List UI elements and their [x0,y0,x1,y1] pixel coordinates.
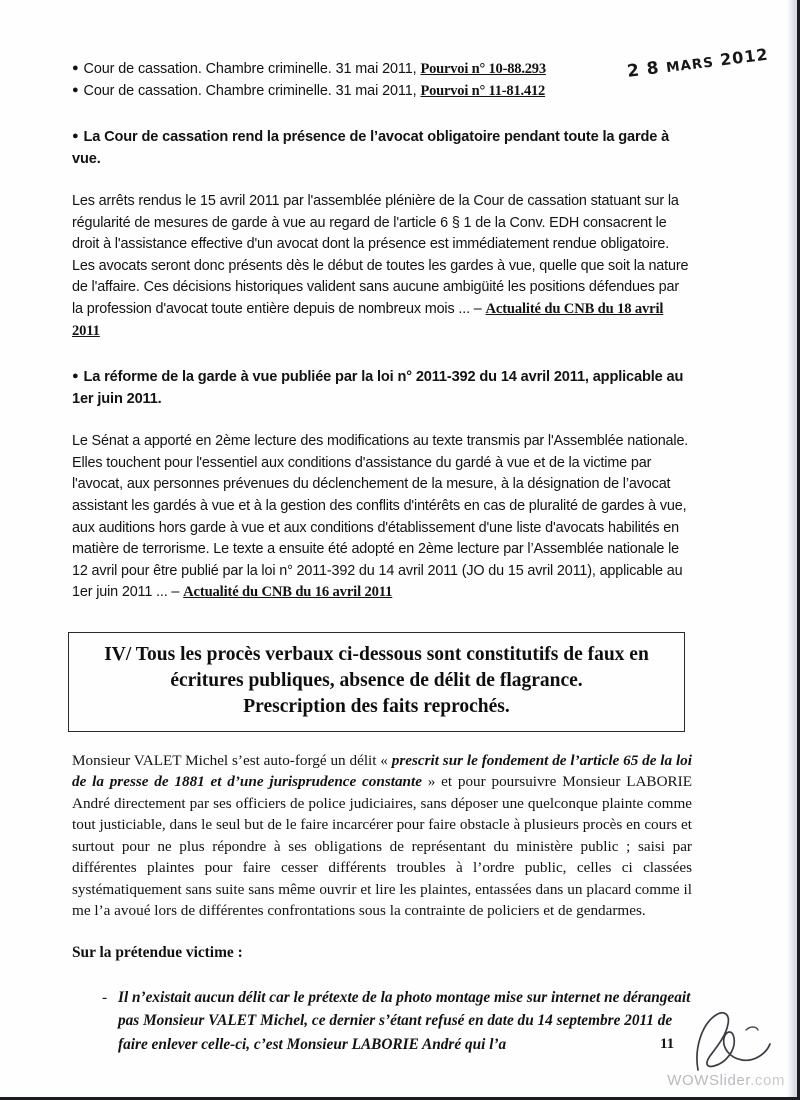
section-four-line-3: Prescription des faits reprochés. [243,695,510,717]
handwritten-signature [690,1008,780,1078]
section-one-paragraph [72,191,692,342]
list-item [72,986,692,1057]
section-four-title-box [68,632,685,732]
section-one-source: Actualité du CNB du 18 avril 2011 [72,300,664,339]
date-stamp-day: 2 8 [626,58,661,82]
section-two-body-text: Le Sénat a apporté en 2ème lecture des modifications au texte transmis par l'Assemblée nationale. Elles touchent pour l'essentiel aux conditions d'assistance du gardé à vue et de la victime par l'avocat, aux personnes prévenues du déclenchement de la mesure, à la désignation de l’avocat assistant les gardés à vue et à la gestion des conflits d'intérêts en cas de pluralité de gardes à vue, aux auditions hors garde à vue et aux conditions d'établissement d'une liste d'avocats habilités en matière de terrorisme. Le texte a ensuite été adopté en 2ème lecture par l’Assemblée nationale le 12 avril pour être publié par la loi n° 2011-392 du 14 avril 2011 (JO du 15 avril 2011), applicable au 1er juin 2011 ... – [72,433,689,601]
bullet-dot-icon: ● [72,130,79,142]
main-paragraph-part-one: Monsieur VALET Michel s’est auto-forgé un délit « [72,751,392,769]
section-four-line-2: écritures publiques, absence de délit de flagrance. [170,669,583,691]
section-four-line-1: IV/ Tous les procès verbaux ci-dessous sont constitutifs de faux en [104,643,649,665]
date-stamp-year: 2012 [719,44,770,70]
quoted-legal-phrase: prescrit sur le fondement de l’article 65 de la loi de la presse de 1881 et d’une jurisprudence constante [72,751,692,791]
citation-bullet-list [72,58,692,102]
date-stamp-month: MARS [665,54,715,77]
watermark-brand: WOWSlider [667,1072,751,1089]
citation-text: Cour de cassation. Chambre criminelle. 31 mai 2011, [83,61,417,77]
watermark [667,1072,785,1089]
bullet-dot-icon: ● [72,370,79,383]
section-one-body-text: Les arrêts rendus le 15 avril 2011 par l'assemblée plénière de la Cour de cassation statuant sur la régularité de mesures de garde à vue au regard de l'article 6 § 1 de la Conv. EDH consacrent le droit à l'assistance effective d'un avocat dont la présence est immédiatement rendue obligatoire. Les avocats seront donc présents dès le début de toutes les gardes à vue, quelle que soit la nature de l'affaire. Ces décisions historiques valident sans aucune ambigüité les positions défendues par la profession d'avocat toute entière depuis de nombreux mois ... – [72,193,689,317]
section-two-heading-text: La réforme de la garde à vue publiée par la loi n° 2011-392 du 14 avril 2011, applicable au 1er juin 2011. [72,369,684,407]
main-paragraph-part-two: » et pour poursuivre Monsieur LABORIE André directement par ses officiers de police judiciaires, sans déposer une quelconque plainte comme tout justiciable, dans le seul but de le faire incarcérer pour faire obstacle à plusieurs procès en cours et surtout pour ne plus répondre à ses obligations de représentant du ministère public ; saisi par différentes plaintes pour faire cesser différents troubles à l’ordre public, celles ci classées systématiquement sans suite sans même ouvrir et lire les plaintes, entassées dans un placard comme il me l’a avoué lors de différentes confrontations sous la contrainte de policiers et de gendarmes. [72,773,692,920]
section-two-source: Actualité du CNB du 16 avril 2011 [183,584,393,601]
citation-text: Cour de cassation. Chambre criminelle. 31 mai 2011, [83,83,417,99]
bullet-dot-icon: ● [72,84,79,96]
section-one-heading-text: La Cour de cassation rend la présence de l’avocat obligatoire pendant toute la garde à vue. [72,129,670,167]
watermark-domain-suffix: .com [750,1072,785,1089]
victim-item-text: Il n’existait aucun délit car le prétexte de la photo montage mise sur internet ne dérangeait pas Monsieur VALET Michel, ce dernier s’étant refusé en date du 14 septembre 2011 de faire enlever celle-ci, c’est Monsieur LABORIE André qui l’a [118,988,691,1053]
dash-marker-icon: - [102,988,108,1006]
victim-section-heading: Sur la prétendue victime : [72,943,243,961]
document-body [72,58,692,1056]
citation-reference: Pourvoi n° 11-81.412 [420,83,546,99]
section-two-heading [72,366,692,410]
page-number: 11 [660,1036,675,1052]
citation-reference: Pourvoi n° 10-88.293 [420,61,546,77]
list-item [72,80,692,102]
bullet-dot-icon: ● [72,62,79,74]
main-paragraph [72,750,692,922]
list-item [72,58,692,80]
section-one-heading [72,126,692,170]
section-two-paragraph [72,431,692,604]
